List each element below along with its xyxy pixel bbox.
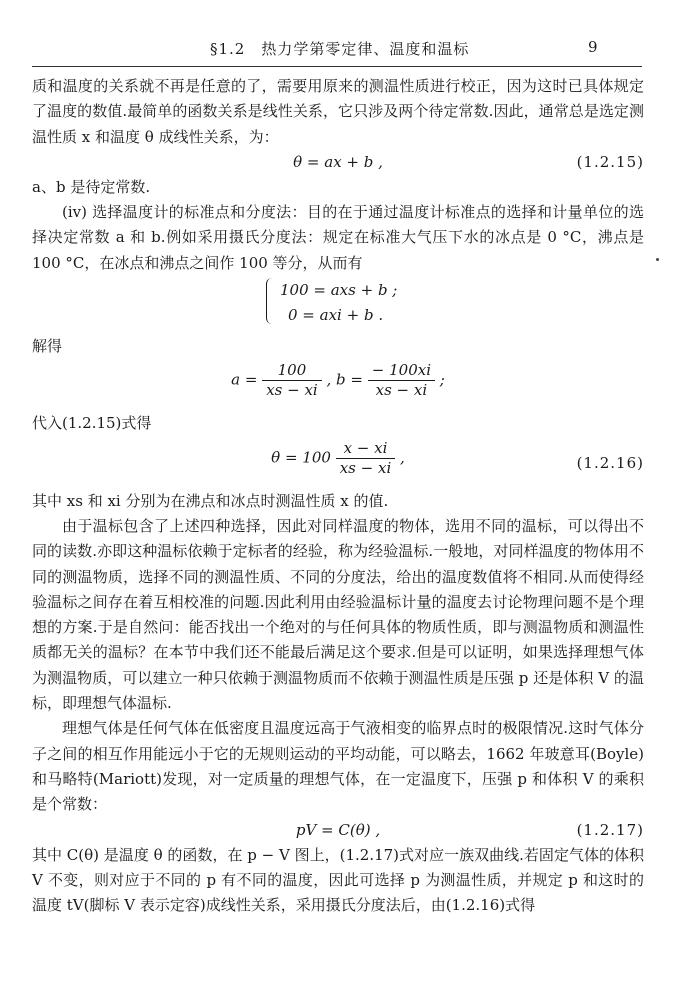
page-header bbox=[0, 38, 679, 64]
paragraph-6: 其中 xs 和 xi 分别为在沸点和冰点时测温性质 x 的值. bbox=[32, 491, 389, 510]
equation-expression: pV = C(θ) , bbox=[295, 820, 381, 839]
equation-number: (1.2.16) bbox=[576, 453, 644, 472]
paragraph-3: (iv) 选择温度计的标准点和分度法：目的在于通过温度计标准点的选择和计量单位的选择决定常数 a 和 b.例如采用摄氏分度法：规定在标准大气压下水的冰点是 0 °C，沸点是 100 °C，在冰点和沸点之间作 100 等分，从而有 bbox=[32, 203, 644, 272]
equation-number: (1.2.17) bbox=[576, 820, 644, 839]
eq16-lhs: θ = 100 bbox=[271, 448, 331, 467]
page-number: 9 bbox=[588, 38, 598, 56]
paragraph-9: 其中 C(θ) 是温度 θ 的函数，在 p − V 图上，(1.2.17)式对应一族双曲线.若固定气体的体积 V 不变，则对应于不同的 p 有不同的温度，因此可选择 p 为测温性质，并规定 p 和这时的温度 tV(脚标 V 表示定容)成线性关系，采用摄氏分度法后，由(1.2.16)式得 bbox=[32, 845, 644, 915]
equation-1-2-15 bbox=[32, 150, 644, 175]
paragraph-4: 解得 bbox=[32, 337, 63, 356]
b-lhs: , b = bbox=[326, 370, 363, 389]
header-rule bbox=[32, 66, 642, 67]
fraction-b-denominator: xs − xi bbox=[368, 380, 435, 400]
fraction-a bbox=[262, 361, 322, 400]
fraction-theta-denominator: xs − xi bbox=[336, 458, 396, 478]
paragraph-7: 由于温标包含了上述四种选择，因此对同样温度的物体，选用不同的温标，可以得出不同的读数.亦即这种温标依赖于定标者的经验，称为经验温标.一般地，对同样温度的物体用不同的测温物质，选择不同的测温性质、不同的分度法，给出的温度数值将不相同.从而使得经验温标之间存在着互相校准的问题.因此利用由经验温标计量的温度去讨论物理问题不是个理想的方案.于是自然问：能否找出一个绝对的与任何具体的物质性质，即与测温物质和测温性质都无关的温标？在本节中我们还不能最后满足这个要求.但是可以证明，如果选择理想气体为测温物质，可以建立一种只依赖于测温物质而不依赖于测温性质是压强 p 还是体积 V 的温标，即理想气体温标. bbox=[32, 516, 644, 713]
left-brace bbox=[266, 278, 275, 324]
equation-1-2-16 bbox=[32, 439, 644, 487]
body-text bbox=[32, 74, 644, 918]
solution-equation bbox=[32, 361, 644, 409]
system-line-2: 0 = axi + b . bbox=[288, 306, 384, 325]
a-lhs: a = bbox=[231, 370, 258, 389]
paragraph-5: 代入(1.2.15)式得 bbox=[32, 414, 152, 433]
system-line-1: 100 = axs + b ; bbox=[280, 281, 398, 300]
fraction-theta-numerator: x − xi bbox=[343, 438, 388, 457]
paragraph-1: 质和温度的关系就不再是任意的了，需要用原来的测温性质进行校正，因为这时已具体规定了温度的数值.最简单的函数关系是线性关系，它只涉及两个待定常数.因此，通常总是选定测温性质 x 和温度 θ 成线性关系，为： bbox=[32, 77, 644, 146]
running-title: §1.2 热力学第零定律、温度和温标 bbox=[210, 40, 470, 58]
solution-tail: ; bbox=[439, 370, 445, 389]
fraction-theta bbox=[336, 439, 396, 478]
eq16-tail: , bbox=[400, 448, 405, 467]
equation-expression: θ = ax + b , bbox=[293, 152, 383, 171]
margin-dot bbox=[656, 258, 659, 261]
equation-number: (1.2.15) bbox=[576, 152, 644, 171]
paragraph-8: 理想气体是任何气体在低密度且温度远高于气液相变的临界点时的极限情况.这时气体分子之间的相互作用能远小于它的无规则运动的平均动能，可以略去，1662 年玻意耳(Boyle)和马略特(Mariott)发现，对一定质量的理想气体，在一定温度下，压强 p 和体积 V 的乘积是个常数： bbox=[32, 719, 644, 814]
equation-system bbox=[32, 278, 644, 330]
fraction-a-denominator: xs − xi bbox=[262, 380, 322, 400]
paragraph-2: a、b 是待定常数. bbox=[32, 177, 151, 196]
equation-1-2-17 bbox=[32, 818, 644, 843]
fraction-a-numerator: 100 bbox=[277, 361, 307, 380]
fraction-b-numerator: − 100xi bbox=[371, 361, 432, 380]
fraction-b bbox=[368, 361, 435, 400]
